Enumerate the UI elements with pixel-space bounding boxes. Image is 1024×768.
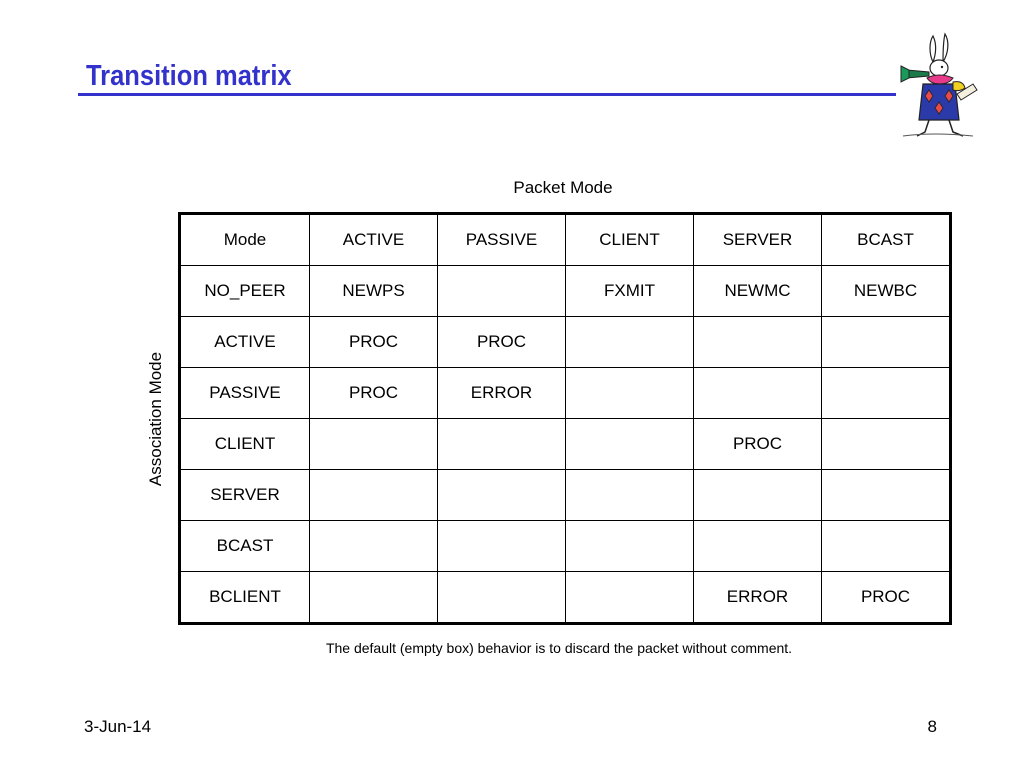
table-cell: PROC xyxy=(694,419,822,470)
table-header-row xyxy=(180,214,951,266)
table-cell xyxy=(566,470,694,521)
row-label-cell: SERVER xyxy=(180,470,310,521)
table-row xyxy=(180,521,951,572)
table-header-cell: BCAST xyxy=(822,214,951,266)
row-label-cell: CLIENT xyxy=(180,419,310,470)
table-header-cell: SERVER xyxy=(694,214,822,266)
table-cell: NEWPS xyxy=(310,266,438,317)
table-cell xyxy=(310,419,438,470)
table-cell: NEWBC xyxy=(822,266,951,317)
footnote: The default (empty box) behavior is to discard the packet without comment. xyxy=(325,640,793,656)
association-mode-label: Association Mode xyxy=(146,351,165,487)
table-cell xyxy=(822,419,951,470)
row-label-cell: PASSIVE xyxy=(180,368,310,419)
table-cell xyxy=(566,419,694,470)
table-cell: PROC xyxy=(310,368,438,419)
table-cell: PROC xyxy=(310,317,438,368)
table-cell xyxy=(310,521,438,572)
table-header-cell: Mode xyxy=(180,214,310,266)
table-cell xyxy=(438,572,566,624)
table-cell xyxy=(694,521,822,572)
table-cell: FXMIT xyxy=(566,266,694,317)
table-row xyxy=(180,470,951,521)
table-cell xyxy=(822,521,951,572)
table-row xyxy=(180,266,951,317)
white-rabbit-icon xyxy=(893,32,979,140)
table-cell xyxy=(566,572,694,624)
table-cell xyxy=(566,521,694,572)
table-cell xyxy=(822,317,951,368)
table-cell: NEWMC xyxy=(694,266,822,317)
table-cell xyxy=(694,317,822,368)
table-cell xyxy=(694,368,822,419)
table-cell: PROC xyxy=(438,317,566,368)
slide-title: Transition matrix xyxy=(86,60,292,92)
table-cell xyxy=(822,368,951,419)
table-cell xyxy=(566,368,694,419)
table-header-cell: ACTIVE xyxy=(310,214,438,266)
table-header-cell: PASSIVE xyxy=(438,214,566,266)
table-cell xyxy=(694,470,822,521)
transition-matrix-table xyxy=(178,212,952,625)
title-underline xyxy=(78,93,896,96)
table-row xyxy=(180,419,951,470)
page-number: 8 xyxy=(927,717,937,736)
row-label-cell: BCLIENT xyxy=(180,572,310,624)
table-cell xyxy=(822,470,951,521)
table-cell: ERROR xyxy=(694,572,822,624)
packet-mode-label: Packet Mode xyxy=(513,178,613,197)
table-cell xyxy=(438,419,566,470)
table-row xyxy=(180,572,951,624)
row-label-cell: NO_PEER xyxy=(180,266,310,317)
table-cell xyxy=(438,521,566,572)
table-row xyxy=(180,368,951,419)
table-cell xyxy=(310,470,438,521)
table-cell: PROC xyxy=(822,572,951,624)
table-row xyxy=(180,317,951,368)
row-label-cell: ACTIVE xyxy=(180,317,310,368)
table-cell xyxy=(438,470,566,521)
row-label-cell: BCAST xyxy=(180,521,310,572)
table-cell xyxy=(438,266,566,317)
table-cell: ERROR xyxy=(438,368,566,419)
slide-date: 3-Jun-14 xyxy=(84,717,152,736)
table-cell xyxy=(310,572,438,624)
table-header-cell: CLIENT xyxy=(566,214,694,266)
table-cell xyxy=(566,317,694,368)
